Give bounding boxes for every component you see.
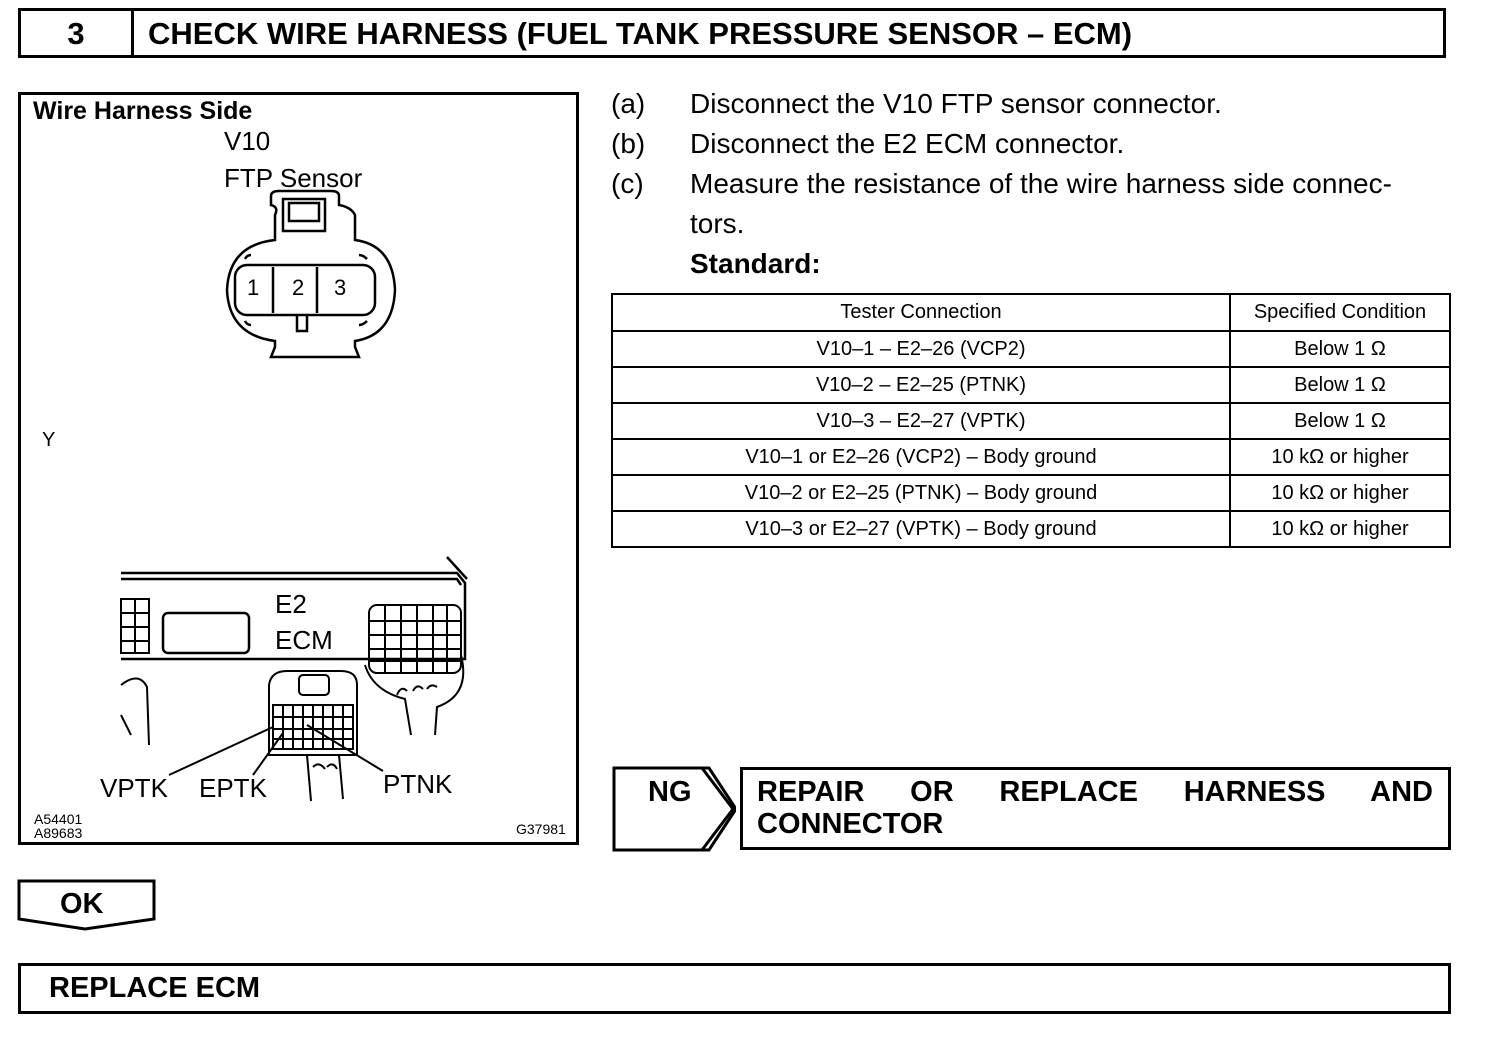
tester-connection-cell: V10–2 or E2–25 (PTNK) – Body ground	[612, 475, 1230, 511]
step-text-c: Measure the resistance of the wire harness side connec-	[690, 168, 1392, 199]
connector-figure	[18, 92, 579, 845]
sensor-code-label: V10	[224, 126, 271, 156]
step-letter-a: (a)	[611, 88, 646, 119]
ng-label: NG	[648, 776, 692, 808]
step-text-b: Disconnect the E2 ECM connector.	[690, 128, 1125, 159]
ng-action-line2: CONNECTOR	[757, 808, 944, 840]
specified-condition-cell: Below 1 Ω	[1230, 403, 1450, 439]
ng-action-line1: REPAIR OR REPLACE HARNESS AND	[757, 776, 1433, 808]
sensor-name-label: FTP Sensor	[224, 163, 363, 193]
specified-condition-cell: 10 kΩ or higher	[1230, 439, 1450, 475]
step-letter-b: (b)	[611, 128, 646, 159]
ok-action-text: REPLACE ECM	[49, 972, 261, 1004]
ng-action-box	[740, 767, 1451, 850]
figure-heading: Wire Harness Side	[33, 97, 253, 125]
pin-label: 3	[334, 275, 347, 300]
step-letter-c: (c)	[611, 168, 644, 199]
specified-condition-cell: Below 1 Ω	[1230, 367, 1450, 403]
ftp-sensor-connector-drawing	[227, 191, 395, 357]
terminal-label-ptnk: PTNK	[383, 769, 453, 799]
ok-label: OK	[60, 888, 104, 920]
specified-condition-cell: 10 kΩ or higher	[1230, 475, 1450, 511]
tester-connection-cell: V10–3 or E2–27 (VPTK) – Body ground	[612, 511, 1230, 547]
pin-label: 1	[247, 275, 260, 300]
tester-connection-cell: V10–1 or E2–26 (VCP2) – Body ground	[612, 439, 1230, 475]
table-row	[612, 475, 1450, 511]
pin-label: 2	[292, 275, 305, 300]
connector-illustration	[21, 95, 576, 842]
tester-connection-cell: V10–1 – E2–26 (VCP2)	[612, 331, 1230, 367]
table-row	[612, 331, 1450, 367]
spec-table	[611, 293, 1451, 548]
ok-action-box	[18, 963, 1451, 1014]
table-row	[612, 511, 1450, 547]
step-text-c-continued: tors.	[690, 208, 745, 239]
ref-code: A89683	[34, 825, 83, 841]
figure-code: G37981	[516, 821, 566, 837]
ecm-name-label: ECM	[275, 625, 333, 655]
e2-harness-connector-drawing	[269, 671, 357, 801]
specified-condition-cell: Below 1 Ω	[1230, 331, 1450, 367]
column-header: Specified Condition	[1230, 294, 1450, 331]
tester-connection-cell: V10–2 – E2–25 (PTNK)	[612, 367, 1230, 403]
step-title: CHECK WIRE HARNESS (FUEL TANK PRESSURE SENSOR – ECM)	[148, 16, 1133, 51]
table-row	[612, 439, 1450, 475]
ref-code: A54401	[34, 811, 83, 827]
table-row	[612, 367, 1450, 403]
side-mark: Y	[42, 429, 56, 451]
specified-condition-cell: 10 kΩ or higher	[1230, 511, 1450, 547]
table-row	[612, 403, 1450, 439]
column-header: Tester Connection	[612, 294, 1230, 331]
standard-label: Standard:	[690, 248, 821, 279]
ecm-code-label: E2	[275, 589, 307, 619]
tester-connection-cell: V10–3 – E2–27 (VPTK)	[612, 403, 1230, 439]
ecm-left-socket-drawing	[121, 599, 149, 745]
step-number: 3	[21, 11, 134, 55]
terminal-label-eptk: EPTK	[199, 773, 267, 803]
table-header-row	[612, 294, 1450, 331]
step-header	[18, 8, 1446, 58]
step-text-a: Disconnect the V10 FTP sensor connector.	[690, 88, 1222, 119]
terminal-label-vptk: VPTK	[100, 773, 168, 803]
ecm-right-connector-drawing	[365, 605, 463, 735]
